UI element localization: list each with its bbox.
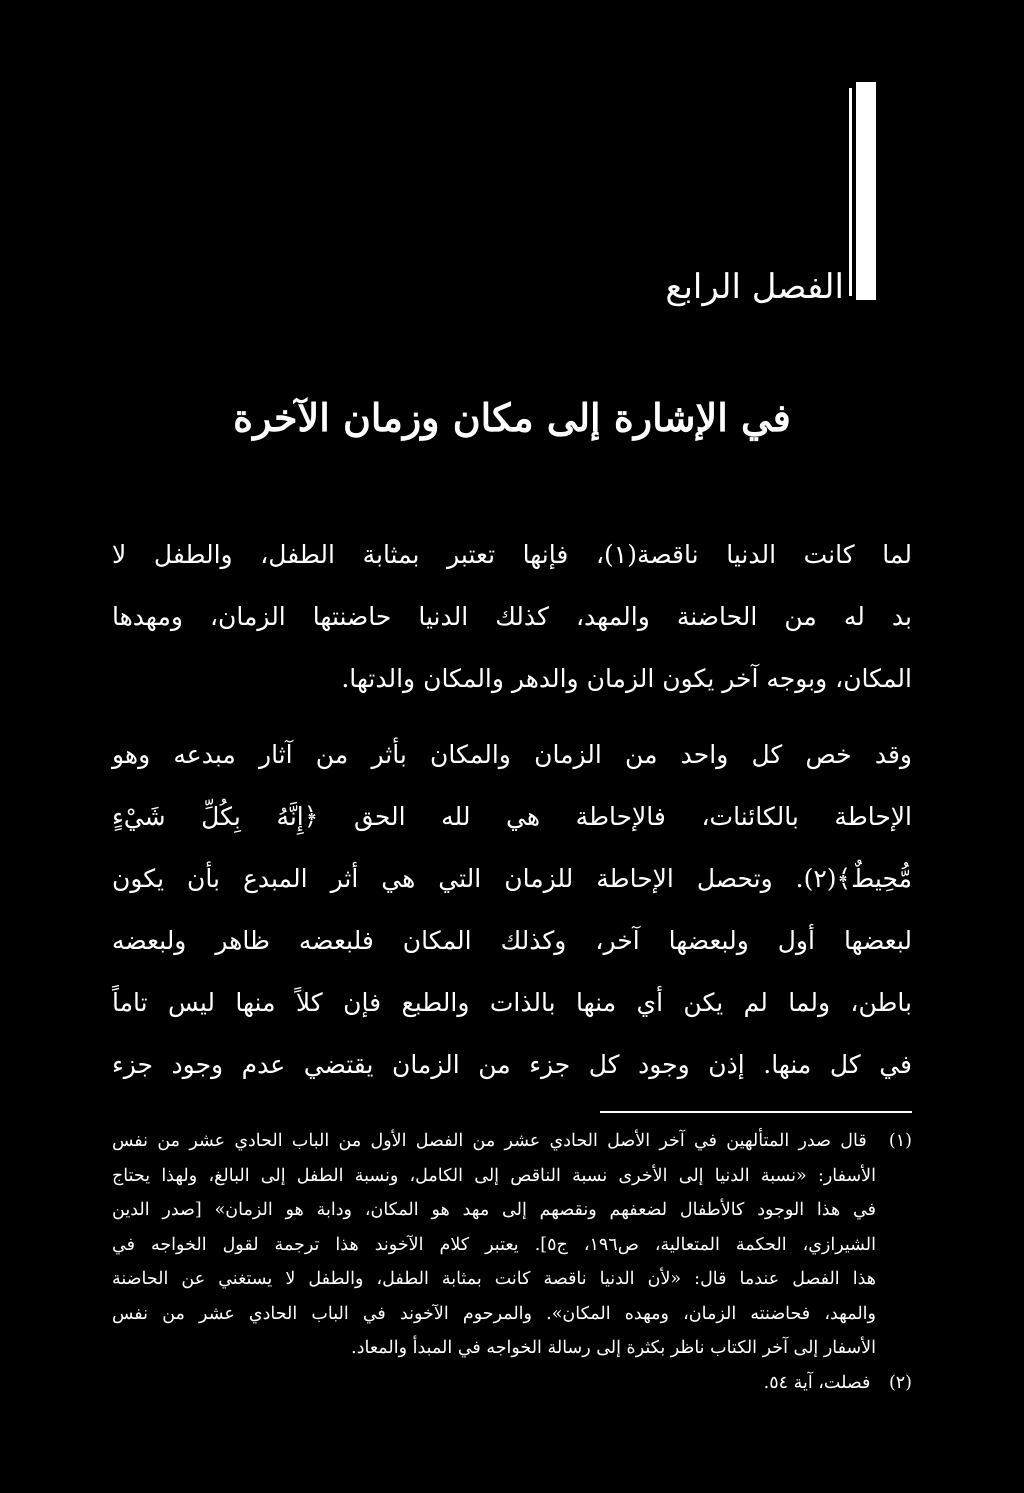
paragraph-1: [112, 524, 912, 710]
footnote-number: (٢): [888, 1372, 912, 1393]
paragraph-line: لبعضها أول ولبعضها آخر، وكذلك المكان فلبعضه ظاهر ولبعضه: [112, 926, 912, 955]
paragraph-line: وقد خص كل واحد من الزمان والمكان بأثر من آثار مبدعه وهو: [112, 740, 912, 769]
chapter-bar-line: [849, 88, 852, 296]
paragraph-line: لما كانت الدنيا ناقصة(١)، فإنها تعتبر بمثابة الطفل، والطفل لا: [112, 540, 912, 569]
paragraph-line: المكان، وبوجه آخر يكون الزمان والدهر والمكان والدتها.: [341, 664, 912, 693]
footnote-2: [112, 1366, 912, 1401]
footnote-line: الشيرازي، الحكمة المتعالية، ص١٩٦، ج٥]. يعتبر كلام الآخوند هذا ترجمة لقول الخواجه في: [112, 1234, 876, 1255]
paragraph-line: الإحاطة بالكائنات، فالإحاطة هي لله الحق ﴿إِنَّهُ بِكُلِّ شَيْءٍ: [112, 802, 912, 831]
footnote-line: الأسفار: «نسبة الدنيا إلى الأخرى نسبة الناقص إلى الكامل، ونسبة الطفل إلى البالغ، ولهذا يحتاج: [112, 1165, 876, 1186]
paragraph-line: باطن، ولما لم يكن أي منها بالذات والطبع فإن كلاً منها ليس تاماً: [112, 988, 912, 1017]
footnote-number: (١): [888, 1131, 912, 1151]
footnote-line: هذا الفصل عندما قال: «لأن الدنيا ناقصة كانت بمثابة الطفل، والطفل لا يستغني عن الحاضنة: [112, 1269, 876, 1289]
paragraph-line: بد له من الحاضنة والمهد، كذلك الدنيا حاضنتها الزمان، ومهدها: [112, 602, 912, 631]
section-title: في الإشارة إلى مكان وزمان الآخرة: [233, 395, 791, 440]
paragraph-line: في كل منها. إذن وجود كل جزء من الزمان يقتضي عدم وجود جزء: [112, 1050, 912, 1079]
footnotes: [112, 1124, 912, 1400]
chapter-bar: [856, 82, 876, 300]
paragraph-2: [112, 724, 912, 1096]
footnote-1-first-line: [112, 1124, 912, 1159]
footnote-line: والمهد، فحاضنته الزمان، ومهده المكان». والمرحوم الآخوند في الباب الحادي عشر من نفس: [112, 1303, 876, 1324]
footnote-line: الأسفار إلى آخر الكتاب ناظر بكثرة إلى رسالة الخواجه في المبدأ والمعاد.: [351, 1338, 876, 1358]
chapter-label: الفصل الرابع: [665, 267, 844, 307]
paragraph-line: مُّحِيطٌ﴾(٢). وتحصل الإحاطة للزمان التي هي أثر المبدع بأن يكون: [112, 864, 912, 893]
footnote-separator: [600, 1111, 912, 1113]
footnote-text: قال صدر المتألهين في آخر الأصل الحادي عشر من الفصل الأول من الباب الحادي عشر من نفس: [112, 1131, 867, 1151]
footnote-line: في هذا الوجود كالأطفال لضعفهم ونقصهم إلى مهد هو المكان، ودابة هو الزمان» [صدر الدين: [112, 1200, 876, 1220]
footnote-text: فصلت، آية ٥٤.: [763, 1372, 871, 1393]
